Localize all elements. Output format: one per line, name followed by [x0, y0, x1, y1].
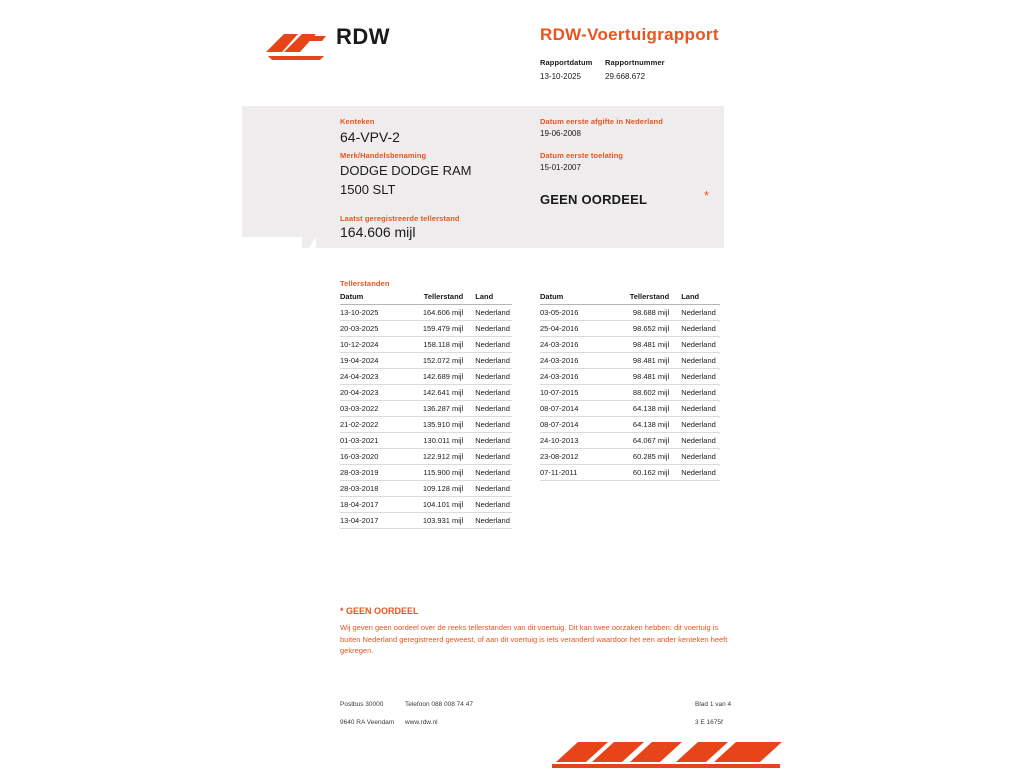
- merk-value-line1: DODGE DODGE RAM: [340, 163, 472, 178]
- footer-contact: [405, 701, 473, 726]
- page-title: RDW-Voertuigrapport: [540, 25, 719, 44]
- cell-country: Nederland: [673, 353, 720, 369]
- footnote-title: * GEEN OORDEEL: [340, 606, 419, 616]
- cell-date: 20-03-2025: [340, 321, 412, 337]
- column-header-odometer: Tellerstand: [616, 292, 674, 305]
- cell-odometer: 88.602 mijl: [616, 385, 674, 401]
- cell-country: Nederland: [467, 353, 512, 369]
- cell-odometer: 98.481 mijl: [616, 369, 674, 385]
- rdw-arrow-logo-icon: [552, 740, 784, 768]
- cell-odometer: 98.481 mijl: [616, 337, 674, 353]
- cell-date: 01-03-2021: [340, 433, 412, 449]
- merk-value-line2: 1500 SLT: [340, 182, 396, 197]
- cell-country: Nederland: [673, 305, 720, 321]
- cell-country: Nederland: [673, 337, 720, 353]
- cell-country: Nederland: [673, 369, 720, 385]
- cell-odometer: 98.652 mijl: [616, 321, 674, 337]
- cell-date: 13-04-2017: [340, 513, 412, 529]
- cell-odometer: 159.479 mijl: [412, 321, 467, 337]
- table-header-row: [340, 292, 512, 305]
- cell-odometer: 122.912 mijl: [412, 449, 467, 465]
- rdw-logo: [264, 24, 391, 68]
- table-row: [340, 401, 512, 417]
- cell-odometer: 136.287 mijl: [412, 401, 467, 417]
- last-odometer-value: 164.606 mijl: [340, 224, 416, 240]
- table-row: [540, 417, 720, 433]
- cell-odometer: 115.900 mijl: [412, 465, 467, 481]
- cell-date: 10-07-2015: [540, 385, 616, 401]
- cell-odometer: 64.138 mijl: [616, 417, 674, 433]
- table-row: [540, 353, 720, 369]
- cell-date: 24-04-2023: [340, 369, 412, 385]
- cell-odometer: 64.067 mijl: [616, 433, 674, 449]
- cell-country: Nederland: [673, 401, 720, 417]
- first-admission-label: Datum eerste toelating: [540, 151, 624, 160]
- cell-date: 24-03-2016: [540, 353, 616, 369]
- panel-corner-notch: [242, 237, 302, 259]
- cell-date: 13-10-2025: [340, 305, 412, 321]
- cell-odometer: 98.481 mijl: [616, 353, 674, 369]
- footer-address: [340, 701, 394, 726]
- cell-odometer: 64.138 mijl: [616, 401, 674, 417]
- table-row: [540, 465, 720, 481]
- first-issue-value: 19-06-2008: [540, 129, 581, 138]
- table-row: [540, 321, 720, 337]
- footer-page-info: [695, 701, 731, 726]
- cell-date: 07-11-2011: [540, 465, 616, 481]
- table-row: [340, 449, 512, 465]
- report-date-label: Rapportdatum: [540, 58, 593, 67]
- table-row: [340, 321, 512, 337]
- cell-country: Nederland: [467, 305, 512, 321]
- table-row: [540, 433, 720, 449]
- cell-date: 23-08-2012: [540, 449, 616, 465]
- table-row: [540, 337, 720, 353]
- table-row: [340, 369, 512, 385]
- cell-odometer: 158.118 mijl: [412, 337, 467, 353]
- table-row: [340, 433, 512, 449]
- cell-date: 08-07-2014: [540, 417, 616, 433]
- column-header-odometer: Tellerstand: [412, 292, 467, 305]
- kenteken-value: 64-VPV-2: [340, 129, 400, 145]
- table-row: [340, 417, 512, 433]
- cell-country: Nederland: [467, 401, 512, 417]
- report-number-value: 29.668.672: [605, 72, 646, 81]
- cell-odometer: 152.072 mijl: [412, 353, 467, 369]
- table-row: [540, 369, 720, 385]
- table-row: [340, 465, 512, 481]
- cell-country: Nederland: [467, 417, 512, 433]
- cell-country: Nederland: [467, 449, 512, 465]
- last-odometer-label: Laatst geregistreerde tellerstand: [340, 214, 460, 223]
- table-row: [340, 513, 512, 529]
- report-number-block: [605, 58, 665, 81]
- verdict-footnote-marker: *: [704, 188, 710, 203]
- footer-form-code: 3 E 1675f: [695, 719, 723, 726]
- report-date-block: [540, 58, 592, 81]
- brand-name: RDW: [336, 24, 391, 49]
- column-header-date: Datum: [540, 292, 616, 305]
- table-header-row: [540, 292, 720, 305]
- cell-date: 03-05-2016: [540, 305, 616, 321]
- table-row: [340, 385, 512, 401]
- odometer-table-right: [540, 292, 720, 481]
- first-admission-value: 15-01-2007: [540, 163, 581, 172]
- cell-date: 16-03-2020: [340, 449, 412, 465]
- footer-website[interactable]: www.rdw.nl: [405, 719, 438, 726]
- cell-date: 20-04-2023: [340, 385, 412, 401]
- verdict-text: GEEN OORDEEL: [540, 192, 648, 207]
- cell-odometer: 142.689 mijl: [412, 369, 467, 385]
- cell-date: 24-10-2013: [540, 433, 616, 449]
- odometer-table-left: [340, 292, 512, 529]
- cell-country: Nederland: [467, 513, 512, 529]
- cell-country: Nederland: [673, 321, 720, 337]
- cell-odometer: 103.931 mijl: [412, 513, 467, 529]
- cell-country: Nederland: [467, 481, 512, 497]
- table-row: [340, 497, 512, 513]
- first-issue-label: Datum eerste afgifte in Nederland: [540, 117, 663, 126]
- cell-date: 08-07-2014: [540, 401, 616, 417]
- cell-country: Nederland: [467, 433, 512, 449]
- table-row: [340, 353, 512, 369]
- odometer-section-title: Tellerstanden: [340, 279, 390, 288]
- table-row: [540, 305, 720, 321]
- cell-odometer: 60.162 mijl: [616, 465, 674, 481]
- cell-date: 18-04-2017: [340, 497, 412, 513]
- cell-date: 24-03-2016: [540, 369, 616, 385]
- merk-label: Merk/Handelsbenaming: [340, 151, 427, 160]
- table-row: [340, 305, 512, 321]
- cell-country: Nederland: [673, 433, 720, 449]
- cell-odometer: 60.285 mijl: [616, 449, 674, 465]
- cell-date: 24-03-2016: [540, 337, 616, 353]
- table-row: [340, 481, 512, 497]
- footer-page-number: Blad 1 van 4: [695, 701, 732, 708]
- cell-odometer: 135.910 mijl: [412, 417, 467, 433]
- column-header-country: Land: [673, 292, 720, 305]
- cell-date: 25-04-2016: [540, 321, 616, 337]
- footer-address-line1: Postbus 30000: [340, 701, 384, 708]
- column-header-date: Datum: [340, 292, 412, 305]
- cell-date: 10-12-2024: [340, 337, 412, 353]
- cell-odometer: 98.688 mijl: [616, 305, 674, 321]
- cell-country: Nederland: [673, 465, 720, 481]
- cell-odometer: 104.101 mijl: [412, 497, 467, 513]
- footnote: [340, 606, 732, 657]
- cell-country: Nederland: [467, 497, 512, 513]
- cell-country: Nederland: [673, 449, 720, 465]
- report-date-value: 13-10-2025: [540, 72, 581, 81]
- cell-date: 21-02-2022: [340, 417, 412, 433]
- cell-country: Nederland: [467, 385, 512, 401]
- column-header-country: Land: [467, 292, 512, 305]
- table-row: [340, 337, 512, 353]
- cell-country: Nederland: [673, 385, 720, 401]
- vehicle-summary-panel: [242, 106, 724, 248]
- cell-country: Nederland: [467, 321, 512, 337]
- table-row: [540, 385, 720, 401]
- cell-date: 28-03-2018: [340, 481, 412, 497]
- cell-date: 03-03-2022: [340, 401, 412, 417]
- table-row: [540, 449, 720, 465]
- footnote-body: Wij geven geen oordeel over de reeks tellerstanden van dit voertuig. Dit kan twee oorzaken hebben: dit voertuig is buiten Nederland geregistreerd geweest, of aan dit voertuig is iets veranderd waardoor het een ander kenteken heeft gekregen.: [340, 623, 728, 656]
- cell-odometer: 142.641 mijl: [412, 385, 467, 401]
- footer-phone: Telefoon 088 008 74 47: [405, 701, 473, 708]
- table-row: [540, 401, 720, 417]
- cell-date: 19-04-2024: [340, 353, 412, 369]
- cell-country: Nederland: [467, 337, 512, 353]
- kenteken-label: Kenteken: [340, 117, 375, 126]
- cell-country: Nederland: [467, 465, 512, 481]
- cell-date: 28-03-2019: [340, 465, 412, 481]
- cell-odometer: 130.011 mijl: [412, 433, 467, 449]
- cell-odometer: 109.128 mijl: [412, 481, 467, 497]
- cell-odometer: 164.606 mijl: [412, 305, 467, 321]
- report-number-label: Rapportnummer: [605, 58, 665, 67]
- cell-country: Nederland: [467, 369, 512, 385]
- cell-country: Nederland: [673, 417, 720, 433]
- rdw-arrow-logo-icon: [264, 30, 332, 60]
- footer-address-line2: 9640 RA Veendam: [340, 719, 395, 726]
